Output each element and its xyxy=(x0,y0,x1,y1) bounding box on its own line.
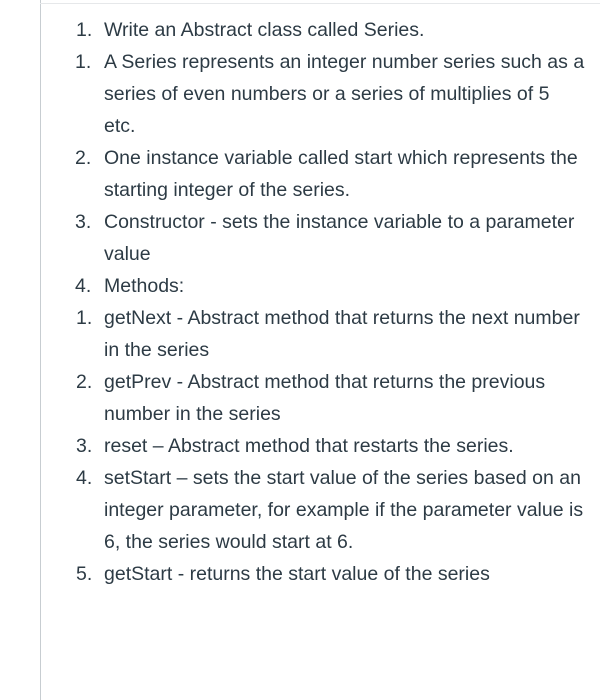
main-list xyxy=(76,14,586,590)
method-number: 3. xyxy=(76,435,93,457)
method-item-getstart xyxy=(12,558,586,590)
sublist-item-1 xyxy=(43,46,586,142)
method-number: 4. xyxy=(76,467,93,489)
list-item-1 xyxy=(76,14,586,590)
method-text: getNext - Abstract method that returns the next number in the series xyxy=(104,307,580,361)
sublist-item-text: Constructor - sets the instance variable to a parameter value xyxy=(104,211,575,265)
method-text: reset – Abstract method that restarts the series. xyxy=(104,435,514,457)
methods-list xyxy=(12,302,586,590)
method-item-getprev xyxy=(12,366,586,430)
method-item-setstart xyxy=(12,462,586,558)
sublist-item-4 xyxy=(43,270,586,590)
method-item-reset xyxy=(12,430,586,462)
list-number: 1. xyxy=(76,19,93,41)
sublist-item-text: A Series represents an integer number series such as a series of even numbers or a series of multiplies of 5 etc. xyxy=(104,51,585,137)
sublist-number: 1. xyxy=(75,51,92,73)
sublist-number: 4. xyxy=(75,275,92,297)
sublist-number: 2. xyxy=(75,147,92,169)
method-text: getPrev - Abstract method that returns the previous number in the series xyxy=(104,371,546,425)
top-border-rule xyxy=(40,3,600,4)
list-item-text: Write an Abstract class called Series. xyxy=(104,19,425,41)
sublist xyxy=(43,46,586,590)
sublist-item-3 xyxy=(43,206,586,270)
sublist-number: 3. xyxy=(75,211,92,233)
sublist-item-2 xyxy=(43,142,586,206)
method-number: 2. xyxy=(76,371,93,393)
method-number: 1. xyxy=(76,307,93,329)
method-text: setStart – sets the start value of the series based on an integer parameter, for example if the parameter value is 6, the series would start at 6. xyxy=(104,467,584,553)
document-body xyxy=(76,14,586,590)
method-number: 5. xyxy=(76,563,93,585)
method-text: getStart - returns the start value of the series xyxy=(104,563,490,585)
method-item-getnext xyxy=(12,302,586,366)
sublist-item-text: One instance variable called start which represents the starting integer of the series. xyxy=(104,147,578,201)
sublist-item-text: Methods: xyxy=(104,275,185,297)
